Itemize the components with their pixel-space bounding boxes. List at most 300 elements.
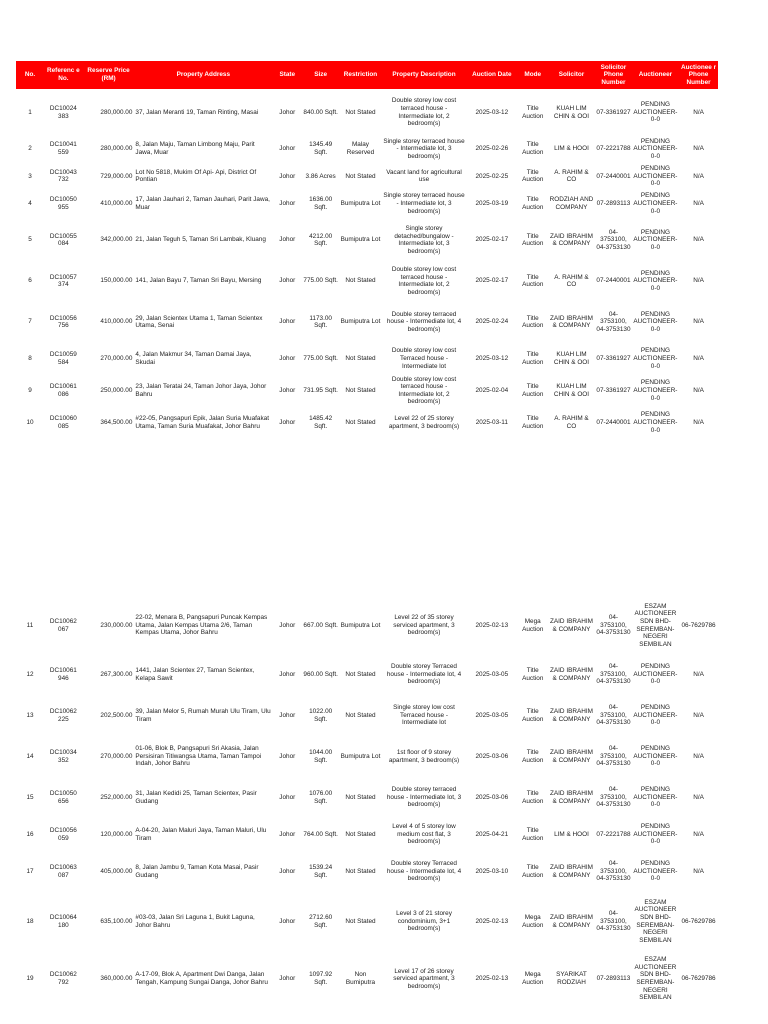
cell-auction-date: 2025-03-12 (475, 354, 509, 362)
cell-restriction: Non Bumiputra (345, 971, 376, 986)
cell-solicitor-phone: 07-2893113 (596, 975, 631, 983)
cell-auctioneer: PENDING AUCTIONEER-0-0 (633, 347, 678, 370)
cell-auction-date: 2025-03-11 (475, 418, 508, 426)
cell-reference-no: DC10056 756 (49, 314, 77, 330)
cell-reserve-price: 150,000.00 (100, 277, 133, 285)
cell-no: 18 (26, 917, 34, 925)
cell-solicitor: KUAH LIM CHIN & OOI (553, 383, 590, 398)
cell-state: Johor (279, 108, 296, 116)
cell-mode: Title Auction (522, 789, 544, 805)
cell-reference-no: DC10059 584 (49, 351, 77, 366)
cell-reference-no: DC10050 955 (49, 196, 77, 211)
table-row (16, 188, 718, 220)
cell-size: 3.86 Acres (305, 172, 336, 180)
cell-mode: Title Auction (522, 196, 544, 211)
cell-restriction: Not Stated (345, 711, 376, 719)
cell-auctioneer: PENDING AUCTIONEER-0-0 (633, 823, 678, 846)
cell-no: 17 (26, 867, 34, 875)
cell-auctioneer: PENDING AUCTIONEER-0-0 (633, 704, 678, 727)
cell-auctioneer-phone: N/A (693, 277, 704, 285)
cell-reserve-price: 729,000.00 (100, 172, 133, 180)
cell-mode: Title Auction (522, 863, 544, 879)
cell-auctioneer-phone: N/A (693, 318, 704, 326)
cell-size: 2712.60 Sqft. (309, 913, 333, 929)
cell-property-description: Double storey low cost Terraced house - Intermediate lot (391, 347, 457, 370)
cell-restriction: Bumiputra Lot (340, 236, 381, 244)
cell-solicitor-phone: 07-3361927 (596, 386, 631, 394)
cell-auction-date: 2025-02-24 (475, 318, 509, 326)
cell-auction-date: 2025-03-06 (475, 752, 509, 760)
cell-mode: Title Auction (522, 141, 544, 156)
cell-property-address: 17, Jalan Jauhari 2, Taman Jauhari, Parit Jawa, Muar (135, 196, 270, 211)
cell-auction-date: 2025-02-17 (475, 277, 509, 285)
cell-restriction: Not Stated (345, 354, 376, 362)
cell-mode: Title Auction (522, 415, 544, 430)
cell-auctioneer-phone: 06-7629786 (681, 621, 716, 629)
cell-restriction: Bumiputra Lot (340, 621, 381, 629)
cell-reserve-price: 270,000.00 (100, 752, 133, 760)
cell-solicitor-phone: 04-3753100, 04-3753130 (596, 860, 631, 883)
cell-no: 9 (28, 386, 32, 394)
cell-property-description: Double storey low cost terraced house - Intermediate lot, 2 bedroom(s) (391, 97, 457, 128)
cell-solicitor: ZAID IBRAHIM & COMPANY (549, 314, 593, 330)
table-row (16, 220, 718, 261)
cell-property-description: Vacant land for agricultural use (386, 168, 462, 184)
cell-property-address: #22-05, Pangsapuri Epik, Jalan Suria Muafakat Utama, Taman Suria Muafakat, Johor Bahru (135, 415, 269, 430)
table-row (16, 92, 718, 133)
cell-solicitor: ZAID IBRAHIM & COMPANY (549, 863, 593, 879)
cell-auctioneer: PENDING AUCTIONEER-0-0 (633, 101, 678, 124)
cell-state: Johor (279, 867, 296, 875)
cell-restriction: Bumiputra Lot (340, 318, 381, 326)
cell-reserve-price: 252,000.00 (100, 793, 133, 801)
column-header-reference-no: Referenc e No. (44, 61, 83, 89)
cell-restriction: Not Stated (345, 418, 376, 426)
cell-no: 6 (28, 277, 32, 285)
cell-state: Johor (279, 917, 296, 925)
cell-reference-no: DC10024 383 (49, 104, 77, 120)
cell-auctioneer: PENDING AUCTIONEER-0-0 (633, 137, 678, 160)
cell-solicitor-phone: 07-2221788 (596, 145, 631, 153)
cell-reserve-price: 635,100.00 (100, 917, 133, 925)
cell-reserve-price: 250,000.00 (100, 386, 133, 394)
cell-auctioneer-phone: N/A (693, 752, 704, 760)
table-row (16, 597, 718, 654)
cell-auctioneer: PENDING AUCTIONEER-0-0 (633, 663, 678, 686)
cell-reserve-price: 270,000.00 (100, 354, 133, 362)
auction-table-page-2 (16, 597, 718, 1007)
cell-no: 10 (26, 418, 34, 426)
cell-state: Johor (279, 621, 296, 629)
cell-mode: Title Auction (522, 666, 544, 682)
column-header-auctioneer-phone: Auctionee r Phone Number (679, 61, 718, 89)
cell-auction-date: 2025-02-13 (475, 975, 509, 983)
cell-reference-no: DC10062 225 (49, 707, 77, 723)
cell-solicitor: SYARIKAT RODZIAH (556, 971, 587, 986)
cell-mode: Title Auction (522, 168, 544, 184)
cell-solicitor: ZAID IBRAHIM & COMPANY (549, 748, 593, 764)
cell-auctioneer-phone: N/A (693, 830, 704, 838)
cell-reserve-price: 342,000.00 (100, 236, 133, 244)
cell-property-description: Level 22 of 25 storey apartment, 3 bedroom(s) (388, 415, 460, 430)
cell-reference-no: DC10062 792 (49, 971, 77, 986)
table-row (16, 165, 718, 188)
cell-solicitor-phone: 04-3753100, 04-3753130 (596, 228, 631, 252)
cell-solicitor: A. RAHIM & CO (554, 415, 589, 430)
table-row (16, 892, 718, 951)
cell-solicitor: ZAID IBRAHIM & COMPANY (549, 617, 593, 633)
cell-property-address: A-04-20, Jalan Maluri Jaya, Taman Maluri, Ulu Tiram (135, 826, 267, 842)
cell-solicitor-phone: 04-3753100, 04-3753130 (596, 310, 631, 334)
cell-reference-no: DC10050 656 (49, 789, 77, 805)
cell-solicitor-phone: 07-3361927 (596, 354, 631, 362)
cell-property-address: 23, Jalan Teratai 24, Taman Johor Jaya, Johor Bahru (135, 383, 267, 398)
cell-solicitor: ZAID IBRAHIM & COMPANY (549, 707, 593, 723)
cell-property-description: Single storey detached/bungalow - Intermediate lot, 3 bedroom(s) (394, 225, 454, 255)
cell-auctioneer: ESZAM AUCTIONEER SDN BHD-SEREMBAN-NEGERI SEMBILAN (634, 602, 677, 648)
cell-reserve-price: 120,000.00 (100, 830, 133, 838)
column-header-property-address: Property Address (134, 61, 272, 89)
cell-solicitor: RODZIAH AND COMPANY (549, 196, 594, 211)
cell-no: 5 (28, 236, 32, 244)
cell-auctioneer-phone: N/A (693, 867, 704, 875)
table-row (16, 407, 718, 439)
cell-mode: Title Auction (522, 383, 544, 398)
cell-auctioneer-phone: N/A (693, 711, 704, 719)
cell-size: 1539.24 Sqft. (309, 863, 333, 879)
cell-auctioneer: PENDING AUCTIONEER-0-0 (633, 165, 678, 188)
cell-state: Johor (279, 277, 296, 285)
cell-size: 775.00 Sqft. (303, 277, 338, 285)
cell-size: 1022.00 Sqft. (309, 707, 333, 723)
column-header-solicitor: Solicitor (548, 61, 595, 89)
cell-no: 4 (28, 199, 32, 207)
cell-auction-date: 2025-02-17 (475, 236, 509, 244)
cell-size: 775.00 Sqft. (303, 354, 338, 362)
cell-state: Johor (279, 145, 296, 153)
cell-solicitor-phone: 04-3753100, 04-3753130 (596, 745, 631, 768)
cell-solicitor: ZAID IBRAHIM & COMPANY (549, 789, 593, 805)
cell-solicitor-phone: 04-3753100, 04-3753130 (596, 663, 631, 686)
cell-state: Johor (279, 199, 296, 207)
cell-auctioneer-phone: N/A (693, 418, 704, 426)
cell-auction-date: 2025-02-25 (475, 172, 509, 180)
cell-restriction: Not Stated (345, 793, 376, 801)
cell-auction-date: 2025-03-10 (475, 867, 509, 875)
cell-auctioneer: PENDING AUCTIONEER-0-0 (633, 745, 678, 768)
cell-auctioneer-phone: N/A (693, 670, 704, 678)
column-header-state: State (272, 61, 302, 89)
cell-restriction: Not Stated (345, 830, 376, 838)
cell-no: 13 (26, 711, 34, 719)
cell-auctioneer-phone: 06-7629786 (681, 975, 716, 983)
column-header-restriction: Restriction (339, 61, 382, 89)
cell-auctioneer: PENDING AUCTIONEER-0-0 (633, 228, 678, 252)
cell-solicitor-phone: 07-2440001 (596, 418, 631, 426)
cell-solicitor: A. RAHIM & CO (554, 273, 589, 289)
column-header-reserve-price: Reserve Price (RM) (83, 61, 135, 89)
cell-auction-date: 2025-04-21 (475, 830, 509, 838)
cell-mode: Title Auction (522, 314, 544, 330)
cell-reference-no: DC10057 374 (49, 273, 77, 289)
cell-size: 1485.42 Sqft. (309, 415, 333, 430)
cell-restriction: Not Stated (345, 386, 376, 394)
cell-solicitor-phone: 07-3361927 (596, 108, 631, 116)
cell-property-description: Double storey terraced house - Intermediate lot, 3 bedroom(s) (386, 786, 462, 809)
cell-reference-no: DC10064 180 (49, 913, 77, 929)
table-row (16, 951, 718, 1007)
column-header-property-description: Property Description (382, 61, 466, 89)
cell-no: 3 (28, 172, 32, 180)
cell-restriction: Not Stated (345, 108, 376, 116)
cell-reference-no: DC10056 059 (49, 826, 77, 842)
cell-solicitor: ZAID IBRAHIM & COMPANY (549, 666, 593, 682)
table-row (16, 302, 718, 343)
cell-no: 1 (28, 108, 32, 116)
cell-size: 1044.00 Sqft. (309, 748, 333, 764)
cell-property-description: Level 17 of 26 storey serviced apartment, 3 bedroom(s) (393, 967, 455, 990)
cell-auction-date: 2025-02-04 (475, 386, 509, 394)
cell-property-description: Single storey terraced house - Intermediate lot, 3 bedroom(s) (383, 137, 465, 160)
cell-state: Johor (279, 236, 296, 244)
cell-property-address: 8, Jalan Jambu 9, Taman Kota Masai, Pasir Gudang (135, 863, 259, 879)
cell-reference-no: DC10060 085 (49, 415, 77, 430)
table-row (16, 133, 718, 165)
cell-auctioneer-phone: N/A (693, 108, 704, 116)
cell-solicitor-phone: 07-2221788 (596, 830, 631, 838)
cell-reserve-price: 410,000.00 (100, 318, 133, 326)
column-header-auctioneer: Auctioneer (632, 61, 679, 89)
cell-no: 11 (26, 621, 34, 629)
cell-state: Johor (279, 172, 296, 180)
cell-no: 14 (26, 752, 34, 760)
cell-mode: Mega Auction (522, 913, 544, 929)
cell-reference-no: DC10061 086 (49, 383, 77, 398)
cell-auctioneer: PENDING AUCTIONEER-0-0 (633, 192, 678, 215)
cell-property-address: 22-02, Menara B, Pangsapuri Puncak Kempas Utama, Jalan Kempas Utama 2/6, Taman Kempas Utama, Johor Bahru (135, 614, 268, 637)
cell-solicitor: LIM & HOOI (554, 145, 589, 153)
cell-mode: Title Auction (522, 351, 544, 366)
cell-reserve-price: 267,300.00 (100, 670, 133, 678)
cell-state: Johor (279, 354, 296, 362)
cell-reference-no: DC10061 946 (49, 666, 77, 682)
cell-size: 731.95 Sqft. (303, 386, 338, 394)
cell-property-address: 01-06, Blok B, Pangsapuri Sri Akasia, Jalan Persisiran Titiwangsa Utama, Taman Tampoi Indah, Johor Bahru (135, 745, 262, 768)
cell-size: 1173.00 Sqft. (309, 314, 332, 330)
cell-auction-date: 2025-03-12 (475, 108, 509, 116)
cell-property-address: 4, Jalan Makmur 34, Taman Damai Jaya, Skudai (135, 351, 252, 366)
cell-no: 7 (28, 318, 32, 326)
cell-mode: Mega Auction (522, 971, 544, 986)
cell-state: Johor (279, 975, 296, 983)
cell-solicitor-phone: 07-2440001 (596, 172, 631, 180)
cell-property-description: Single storey terraced house - Intermediate lot, 3 bedroom(s) (383, 192, 465, 215)
cell-reference-no: DC10062 067 (49, 617, 77, 633)
cell-state: Johor (279, 418, 296, 426)
cell-state: Johor (279, 670, 296, 678)
column-header-size: Size (302, 61, 339, 89)
cell-property-address: 31, Jalan Kedidi 25, Taman Scientex, Pasir Gudang (135, 789, 257, 805)
cell-mode: Title Auction (522, 273, 544, 289)
cell-auctioneer: PENDING AUCTIONEER-0-0 (633, 786, 678, 809)
cell-reserve-price: 405,000.00 (100, 867, 133, 875)
cell-reserve-price: 410,000.00 (100, 199, 133, 207)
table-row (16, 695, 718, 736)
cell-no: 12 (26, 670, 34, 678)
cell-solicitor: ZAID IBRAHIM & COMPANY (549, 913, 593, 929)
cell-solicitor: LIM & HOOI (554, 830, 589, 838)
cell-size: 1076.00 Sqft. (309, 789, 333, 805)
cell-no: 15 (26, 793, 34, 801)
cell-auctioneer-phone: N/A (693, 145, 704, 153)
cell-auctioneer: PENDING AUCTIONEER-0-0 (633, 269, 678, 293)
cell-property-address: 39, Jalan Melor 5, Rumah Murah Ulu Tiram, Ulu Tiram (135, 707, 271, 723)
cell-no: 8 (28, 354, 32, 362)
cell-size: 764.00 Sqft. (303, 830, 338, 838)
cell-auction-date: 2025-02-13 (475, 917, 509, 925)
cell-size: 1097.92 Sqft. (309, 971, 333, 986)
cell-property-address: Lot No 5818, Mukim Of Api- Api, District Of Pontian (135, 168, 257, 184)
cell-property-address: A-17-09, Blok A, Apartment Dwi Danga, Jalan Tengah, Kampung Sungai Danga, Johor Bahru (135, 971, 268, 986)
cell-size: 4212.00 Sqft. (309, 232, 333, 248)
table-row (16, 777, 718, 818)
table-row (16, 736, 718, 777)
table-row (16, 818, 718, 851)
cell-solicitor: A. RAHIM & CO (554, 168, 589, 184)
cell-restriction: Not Stated (345, 917, 376, 925)
table-row (16, 654, 718, 695)
cell-reserve-price: 280,000.00 (100, 108, 133, 116)
auction-table-header (16, 61, 718, 89)
cell-solicitor: KUAH LIM CHIN & OOI (553, 351, 590, 366)
cell-solicitor: KUAH LIM CHIN & OOI (553, 104, 590, 120)
cell-auction-date: 2025-03-06 (475, 793, 509, 801)
cell-state: Johor (279, 386, 296, 394)
cell-auctioneer-phone: 06-7629786 (681, 917, 716, 925)
column-header-solicitor-phone: Solicitor Phone Number (595, 61, 632, 89)
cell-auction-date: 2025-03-05 (475, 711, 509, 719)
cell-property-address: 1441, Jalan Scientex 27, Taman Scientex, Kelapa Sawit (135, 666, 255, 682)
cell-state: Johor (279, 711, 296, 719)
cell-mode: Title Auction (522, 707, 544, 723)
cell-property-description: Double storey Terraced house - Intermediate lot, 4 bedroom(s) (386, 663, 462, 686)
cell-size: 960.00 Sqft. (303, 670, 338, 678)
cell-auctioneer: PENDING AUCTIONEER-0-0 (633, 411, 678, 434)
column-header-auction-date: Auction Date (466, 61, 518, 89)
table-row (16, 375, 718, 407)
cell-reference-no: DC10041 559 (49, 141, 77, 156)
cell-auctioneer-phone: N/A (693, 172, 704, 180)
column-header-mode: Mode (518, 61, 548, 89)
cell-property-description: Level 3 of 21 storey condominium, 3+1 bedroom(s) (396, 910, 452, 933)
cell-solicitor-phone: 07-2893113 (596, 199, 631, 207)
column-header-no: No. (16, 61, 44, 89)
cell-auctioneer: PENDING AUCTIONEER-0-0 (633, 379, 678, 402)
cell-property-address: 21, Jalan Teguh 5, Taman Sri Lambak, Kluang (135, 236, 266, 244)
cell-solicitor-phone: 04-3753100, 04-3753130 (596, 614, 631, 637)
cell-reserve-price: 202,500.00 (100, 711, 133, 719)
cell-reference-no: DC10034 352 (49, 748, 77, 764)
cell-state: Johor (279, 318, 296, 326)
cell-restriction: Not Stated (345, 277, 376, 285)
cell-size: 1636.00 Sqft. (309, 196, 333, 211)
cell-restriction: Not Stated (345, 867, 376, 875)
cell-state: Johor (279, 752, 296, 760)
cell-auctioneer-phone: N/A (693, 199, 704, 207)
cell-property-description: Double storey low cost terraced house - Intermediate lot, 2 bedroom(s) (391, 266, 457, 296)
cell-solicitor-phone: 04-3753100, 04-3753130 (596, 786, 631, 809)
cell-auction-date: 2025-03-19 (475, 199, 509, 207)
cell-reference-no: DC10043 732 (49, 168, 77, 184)
table-row (16, 261, 718, 302)
cell-restriction: Bumiputra Lot (340, 752, 381, 760)
cell-mode: Title Auction (522, 232, 544, 248)
cell-auction-date: 2025-02-13 (475, 621, 509, 629)
cell-reserve-price: 280,000.00 (100, 145, 133, 153)
cell-reserve-price: 230,000.00 (100, 621, 133, 629)
auction-table-page-1 (16, 92, 718, 439)
cell-mode: Mega Auction (522, 617, 544, 633)
cell-state: Johor (279, 793, 296, 801)
cell-reserve-price: 364,500.00 (100, 418, 133, 426)
table-row (16, 343, 718, 375)
cell-solicitor-phone: 04-3753100, 04-3753130 (596, 910, 631, 933)
cell-restriction: Malay Reserved (346, 141, 375, 156)
cell-solicitor: ZAID IBRAHIM & COMPANY (549, 232, 593, 248)
cell-size: 1345.49 Sqft. (309, 141, 333, 156)
cell-mode: Title Auction (522, 748, 544, 764)
cell-property-address: 8, Jalan Maju, Taman Limbong Maju, Parit Jawa, Muar (135, 141, 255, 156)
cell-property-address: #03-03, Jalan Sri Laguna 1, Bukit Laguna, Johor Bahru (135, 913, 255, 929)
cell-auctioneer-phone: N/A (693, 793, 704, 801)
cell-no: 2 (28, 145, 32, 153)
cell-property-description: 1st floor of 9 storey apartment, 3 bedroom(s) (388, 748, 460, 764)
cell-reference-no: DC10063 087 (49, 863, 77, 879)
cell-property-description: Double storey terraced house - Intermediate lot, 4 bedroom(s) (386, 310, 462, 334)
cell-auctioneer: ESZAM AUCTIONEER SDN BHD-SEREMBAN-NEGERI SEMBILAN (634, 898, 677, 944)
cell-size: 667.00 Sqft. (303, 621, 338, 629)
cell-reference-no: DC10055 084 (49, 232, 77, 248)
cell-property-description: Double storey Terraced house - Intermediate lot, 4 bedroom(s) (386, 860, 462, 883)
cell-auction-date: 2025-02-26 (475, 145, 509, 153)
cell-mode: Title Auction (522, 104, 544, 120)
cell-auctioneer: PENDING AUCTIONEER-0-0 (633, 860, 678, 883)
header-row (16, 61, 718, 89)
cell-size: 840.00 Sqft. (303, 108, 338, 116)
cell-property-description: Level 22 of 35 storey serviced apartment, 3 bedroom(s) (393, 614, 455, 637)
cell-solicitor-phone: 04-3753100, 04-3753130 (596, 704, 631, 727)
cell-state: Johor (279, 830, 296, 838)
cell-auction-date: 2025-03-05 (475, 670, 509, 678)
cell-property-description: Double storey low cost terraced house - Intermediate lot, 2 bedroom(s) (391, 375, 457, 406)
cell-property-address: 29, Jalan Scientex Utama 1, Taman Scientex Utama, Senai (135, 314, 263, 330)
cell-mode: Title Auction (522, 826, 544, 842)
cell-auctioneer-phone: N/A (693, 354, 704, 362)
cell-property-description: Single storey low cost Terraced house - Intermediate lot (393, 704, 455, 727)
cell-property-description: Level 4 of 5 storey low medium cost flat, 3 bedroom(s) (392, 823, 456, 846)
cell-restriction: Not Stated (345, 172, 376, 180)
cell-auctioneer-phone: N/A (693, 386, 704, 394)
cell-auctioneer: PENDING AUCTIONEER-0-0 (633, 310, 678, 334)
cell-no: 16 (26, 830, 34, 838)
table-row (16, 851, 718, 892)
cell-auctioneer-phone: N/A (693, 236, 704, 244)
cell-restriction: Bumiputra Lot (340, 199, 381, 207)
cell-no: 19 (26, 975, 34, 983)
cell-property-address: 37, Jalan Meranti 19, Taman Rinting, Masai (135, 108, 259, 116)
cell-solicitor-phone: 07-2440001 (596, 277, 631, 285)
cell-reserve-price: 360,000.00 (100, 975, 133, 983)
